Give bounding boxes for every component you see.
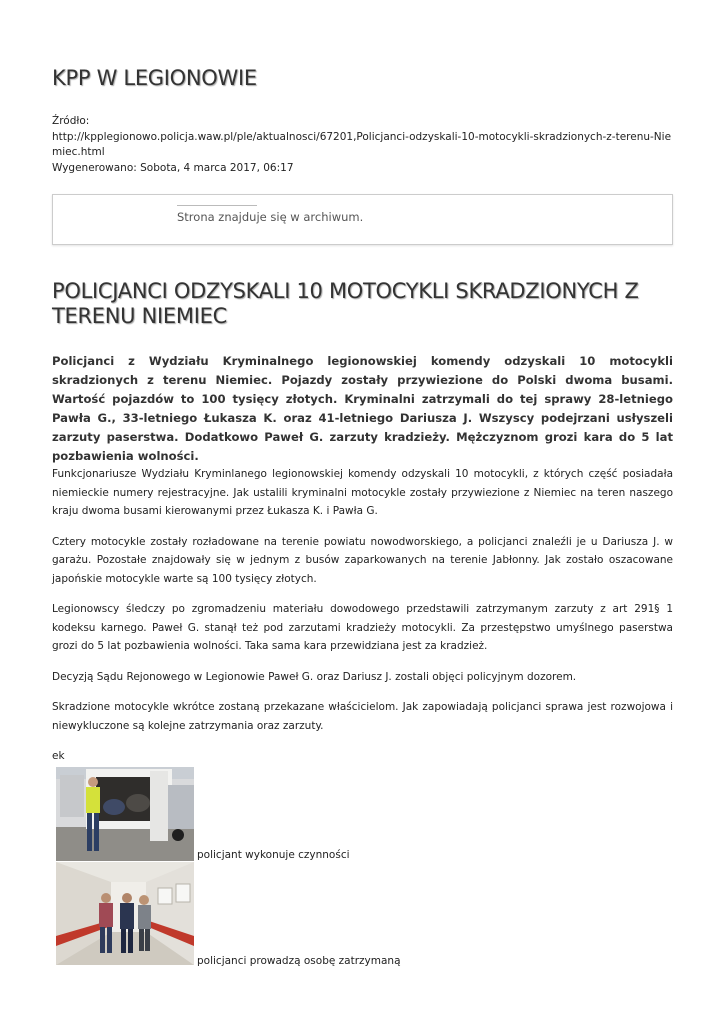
photo-officer-van[interactable]: [56, 767, 194, 861]
article-paragraph: Funkcjonariusze Wydziału Kryminlanego legionowskiej komendy odzyskali 10 motocykli, z których część posiadała niemieckie numery rejestracyjne. Jak ustalili kryminalni motocykle zostały przywiezione z Niemiec na teren naszego kraju dwoma busami kierowanymi przez Łukasza K. i Pawła G.: [52, 468, 673, 517]
source-url[interactable]: http://kpplegionowo.policja.waw.pl/ple/aktualnosci/67201,Policjanci-odzyskali-10-motocykli-skradzionych-z-terenu-Niemiec.html: [52, 130, 672, 158]
article-title: POLICJANCI ODZYSKALI 10 MOTOCYKLI SKRADZIONYCH Z TERENU NIEMIEC: [52, 279, 639, 328]
archive-divider: [177, 205, 257, 206]
photo-corridor[interactable]: [56, 862, 194, 965]
source-label: Źródło:: [52, 115, 90, 127]
article-paragraph: Skradzione motocykle wkrótce zostaną przekazane właścicielom. Jak zapowiadają policjanci sprawa jest rozwojowa i niewykluczone są kolejne zatrzymania oraz zarzuty.: [52, 701, 673, 732]
article-body: [52, 465, 673, 778]
archive-notice-box: [52, 194, 673, 245]
document-meta: [52, 114, 674, 176]
archive-notice: Strona znajduje się w archiwum.: [177, 210, 364, 224]
article-lead: Policjanci z Wydziału Kryminalnego legionowskiej komendy odzyskali 10 motocykli skradzionych z terenu Niemiec. Pojazdy zostały przywiezione do Polski dwoma busami. Wartość pojazdów to 100 tysięcy złotych. Kryminalni zatrzymali do tej sprawy 28-letniego Pawła G., 33-letniego Łukasza K. oraz 41-letniego Dariusza J. Wszyscy podejrzani usłyszeli zarzuty paserstwa. Dodatkowo Paweł G. zarzuty kradzieży. Mężczyznom grozi kara do 5 lat pozbawienia wolności.: [52, 354, 673, 463]
author-signature: ek: [52, 750, 65, 762]
figure-caption: policjant wykonuje czynności: [197, 849, 350, 861]
generated-timestamp: Wygenerowano: Sobota, 4 marca 2017, 06:17: [52, 161, 294, 174]
site-title: KPP W LEGIONOWIE: [52, 66, 257, 90]
article-paragraph: Cztery motocykle zostały rozładowane na terenie powiatu nowodworskiego, a policjanci znaleźli je u Dariusza J. w garażu. Pozostałe znajdowały się w jednym z busów zaparkowanych na terenie Jabłonny. Jak zostało oszacowane japońskie motocykle warte są 100 tysięcy złotych.: [52, 535, 673, 585]
article-paragraph: Decyzją Sądu Rejonowego w Legionowie Paweł G. oraz Dariusz J. zostali objęci policyjnym dozorem.: [52, 670, 577, 683]
article-paragraph: Legionowscy śledczy po zgromadzeniu materiału dowodowego przedstawili zatrzymanym zarzuty z art 291§ 1 kodeksu karnego. Paweł G. stanął też pod zarzutami kradzieży motocykli. Za przestępstwo umyślnego paserstwa grozi do 5 lat pozbawienia wolności. Taka sama kara przewidziana jest za kradzież.: [52, 603, 673, 652]
figure-caption: policjanci prowadzą osobę zatrzymaną: [197, 955, 401, 967]
